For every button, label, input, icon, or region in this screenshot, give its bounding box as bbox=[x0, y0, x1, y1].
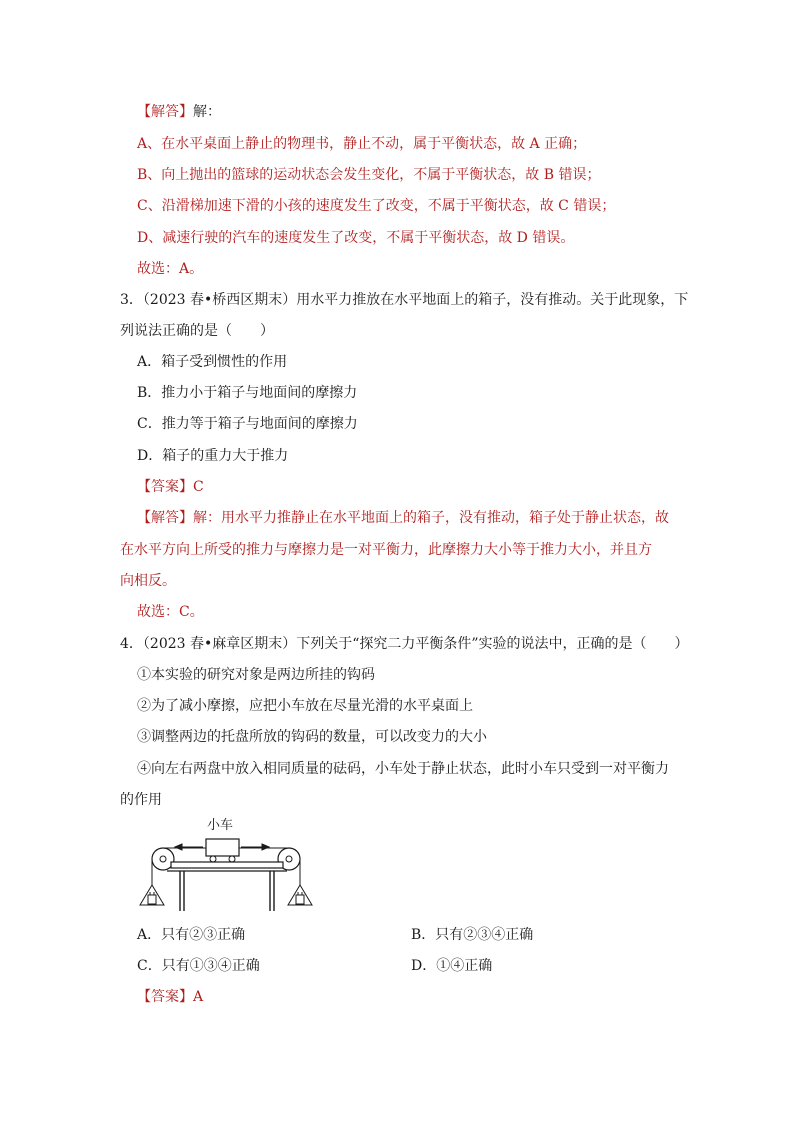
left-weight-pan-icon bbox=[140, 885, 164, 905]
q4-statement-4: ④向左右两盘中放入相同质量的砝码，小车处于静止状态，此时小车只受到一对平衡力 bbox=[137, 761, 669, 777]
right-arrow bbox=[241, 844, 269, 850]
q4-statement-3: ③调整两边的托盘所放的钩码的数量，可以改变力的大小 bbox=[137, 729, 487, 745]
q3-solution-line1 bbox=[137, 508, 669, 528]
q3-solution-line3: 向相反。 bbox=[120, 573, 176, 589]
q3-option-a: A．箱子受到惯性的作用 bbox=[137, 354, 288, 370]
solution-lead: 解： bbox=[193, 104, 221, 120]
solution-text: 解：用水平力推静止在水平地面上的箱子，没有推动，箱子处于静止状态，故 bbox=[193, 510, 669, 526]
right-weight-pan-icon bbox=[288, 885, 312, 905]
q3-answer bbox=[137, 477, 204, 497]
q4-option-a: A．只有②③正确 bbox=[137, 927, 246, 943]
q4-statement-2: ②为了减小摩擦，应把小车放在尽量光滑的水平桌面上 bbox=[137, 698, 473, 714]
q2-solution-heading bbox=[137, 102, 221, 122]
answer-value: C bbox=[193, 479, 204, 495]
q2-solution-line-d: D、减速行驶的汽车的速度发生了改变，不属于平衡状态，故 D 错误。 bbox=[137, 230, 575, 246]
q3-stem-line2: 列说法正确的是（ ） bbox=[120, 323, 274, 339]
q4-stem: 4．（2023 春•麻章区期末）下列关于“探究二力平衡条件”实验的说法中，正确的是（ ） bbox=[120, 636, 689, 652]
q2-solution-line-c: C、沿滑梯加速下滑的小孩的速度发生了改变，不属于平衡状态，故 C 错误； bbox=[137, 198, 616, 214]
q3-stem-line1: 3．（2023 春•桥西区期末）用水平力推放在水平地面上的箱子，没有推动。关于此现象，下 bbox=[120, 292, 689, 308]
q2-solution-line-a: A、在水平桌面上静止的物理书，静止不动，属于平衡状态，故 A 正确； bbox=[137, 136, 587, 152]
experiment-figure bbox=[135, 815, 325, 915]
q4-statement-1: ①本实验的研究对象是两边所挂的钩码 bbox=[137, 667, 375, 683]
q4-answer bbox=[137, 987, 203, 1007]
solution-label: 【解答】 bbox=[137, 510, 193, 526]
q2-choice: 故选：A。 bbox=[137, 261, 204, 277]
q4-option-b: B．只有②③④正确 bbox=[411, 927, 534, 943]
answer-label: 【答案】 bbox=[137, 479, 193, 495]
cart-label: 小车 bbox=[207, 818, 234, 833]
q3-option-d: D．箱子的重力大于推力 bbox=[137, 448, 289, 464]
q2-solution-line-b: B、向上抛出的篮球的运动状态会发生变化，不属于平衡状态，故 B 错误； bbox=[137, 167, 601, 183]
q4-option-c: C．只有①③④正确 bbox=[137, 958, 260, 974]
q3-option-c: C．推力等于箱子与地面间的摩擦力 bbox=[137, 416, 358, 432]
cart-icon bbox=[206, 839, 239, 856]
left-arrow bbox=[175, 844, 203, 850]
q3-option-b: B．推力小于箱子与地面间的摩擦力 bbox=[137, 385, 358, 401]
q4-option-d: D．①④正确 bbox=[411, 958, 493, 974]
solution-label: 【解答】 bbox=[137, 104, 193, 120]
q3-choice: 故选：C。 bbox=[137, 604, 204, 620]
answer-label: 【答案】 bbox=[137, 989, 193, 1005]
answer-value: A bbox=[193, 989, 204, 1005]
q4-statement-4-cont: 的作用 bbox=[120, 792, 162, 808]
table-top bbox=[171, 862, 283, 868]
q3-solution-line2: 在水平方向上所受的推力与摩擦力是一对平衡力，此摩擦力大小等于推力大小，并且方 bbox=[120, 542, 652, 558]
